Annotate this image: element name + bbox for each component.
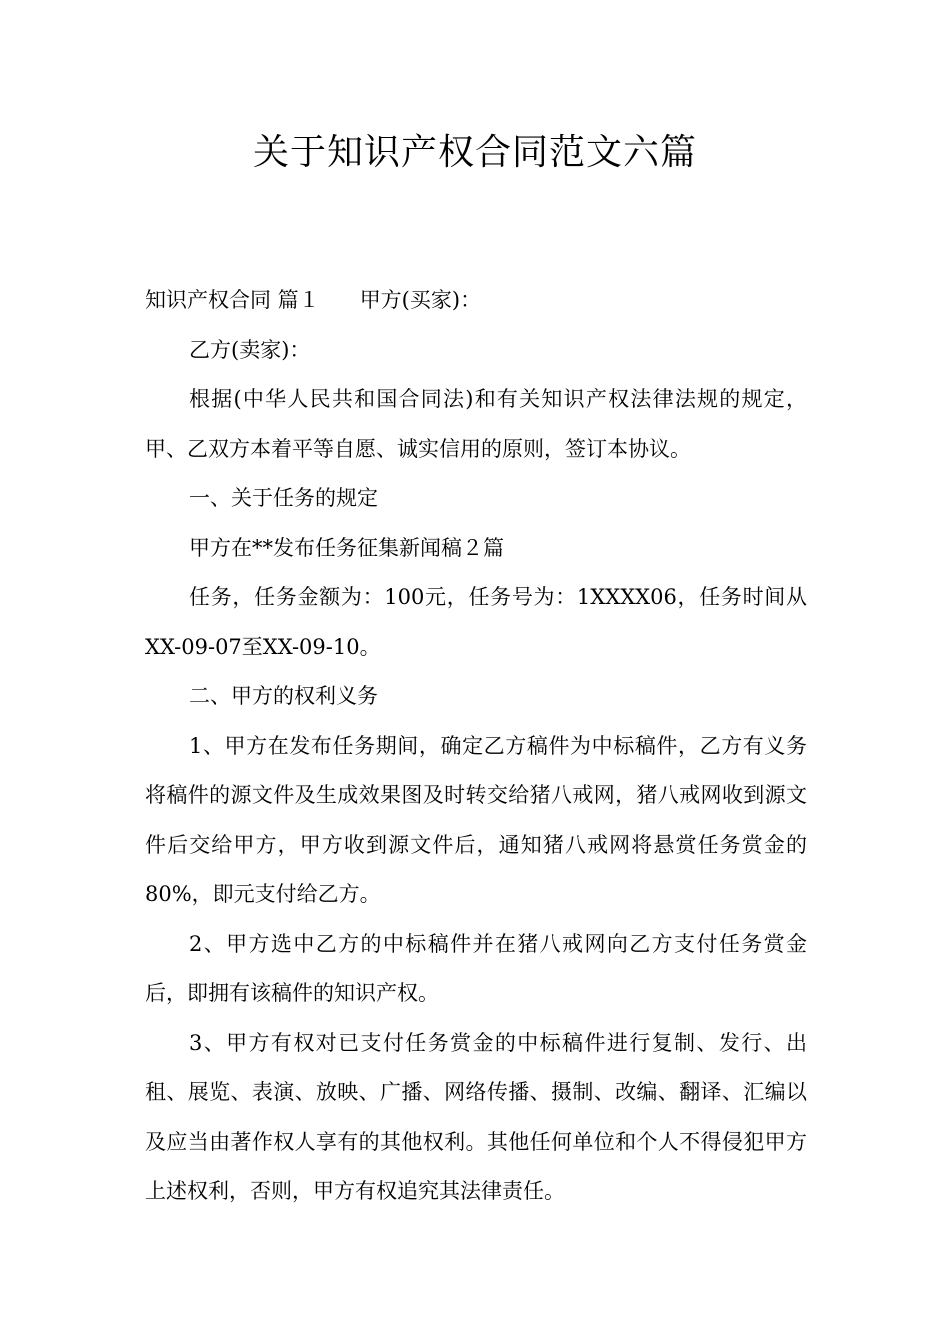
paragraph-clause-1: 1、甲方在发布任务期间，确定乙方稿件为中标稿件，乙方有义务将稿件的源文件及生成效果图及时转交给猪八戒网，猪八戒网收到源文件后交给甲方，甲方收到源文件后，通知猪八戒网将悬赏任务赏金的80%，即元支付给乙方。: [145, 733, 807, 906]
first-line: [145, 276, 807, 326]
paragraph-clause-2: 2、甲方选中乙方的中标稿件并在猪八戒网向乙方支付任务赏金后，即拥有该稿件的知识产权。: [145, 931, 807, 1005]
document-title: 关于知识产权合同范文六篇: [252, 132, 697, 173]
document-body: [145, 276, 807, 1217]
section-heading-party-a-rights: 二、甲方的权利义务: [189, 684, 378, 708]
paragraph-basis: 根据(中华人民共和国合同法)和有关知识产权法律法规的规定，甲、乙双方本着平等自愿、诚实信用的原则，签订本协议。: [145, 387, 807, 461]
paragraph-clause-3: 3、甲方有权对已支付任务赏金的中标稿件进行复制、发行、出租、展览、表演、放映、广播、网络传播、摄制、改编、翻译、汇编以及应当由著作权人享有的其他权利。其他任何单位和个人不得侵犯甲方上述权利，否则，甲方有权追究其法律责任。: [145, 1030, 807, 1203]
paragraph-party-b: 乙方(卖家)：: [189, 337, 311, 362]
party-a-label: 甲方(买家)：: [359, 288, 482, 312]
paragraph-task-details: 任务，任务金额为：100元，任务号为：1XXXX06，任务时间从XX-09-07至XX-09-10。: [145, 585, 807, 659]
contract-heading: 知识产权合同 篇１: [145, 288, 320, 312]
paragraph-task-publish: 甲方在**发布任务征集新闻稿２篇: [189, 535, 504, 560]
section-heading-task: 一、关于任务的规定: [189, 486, 378, 510]
